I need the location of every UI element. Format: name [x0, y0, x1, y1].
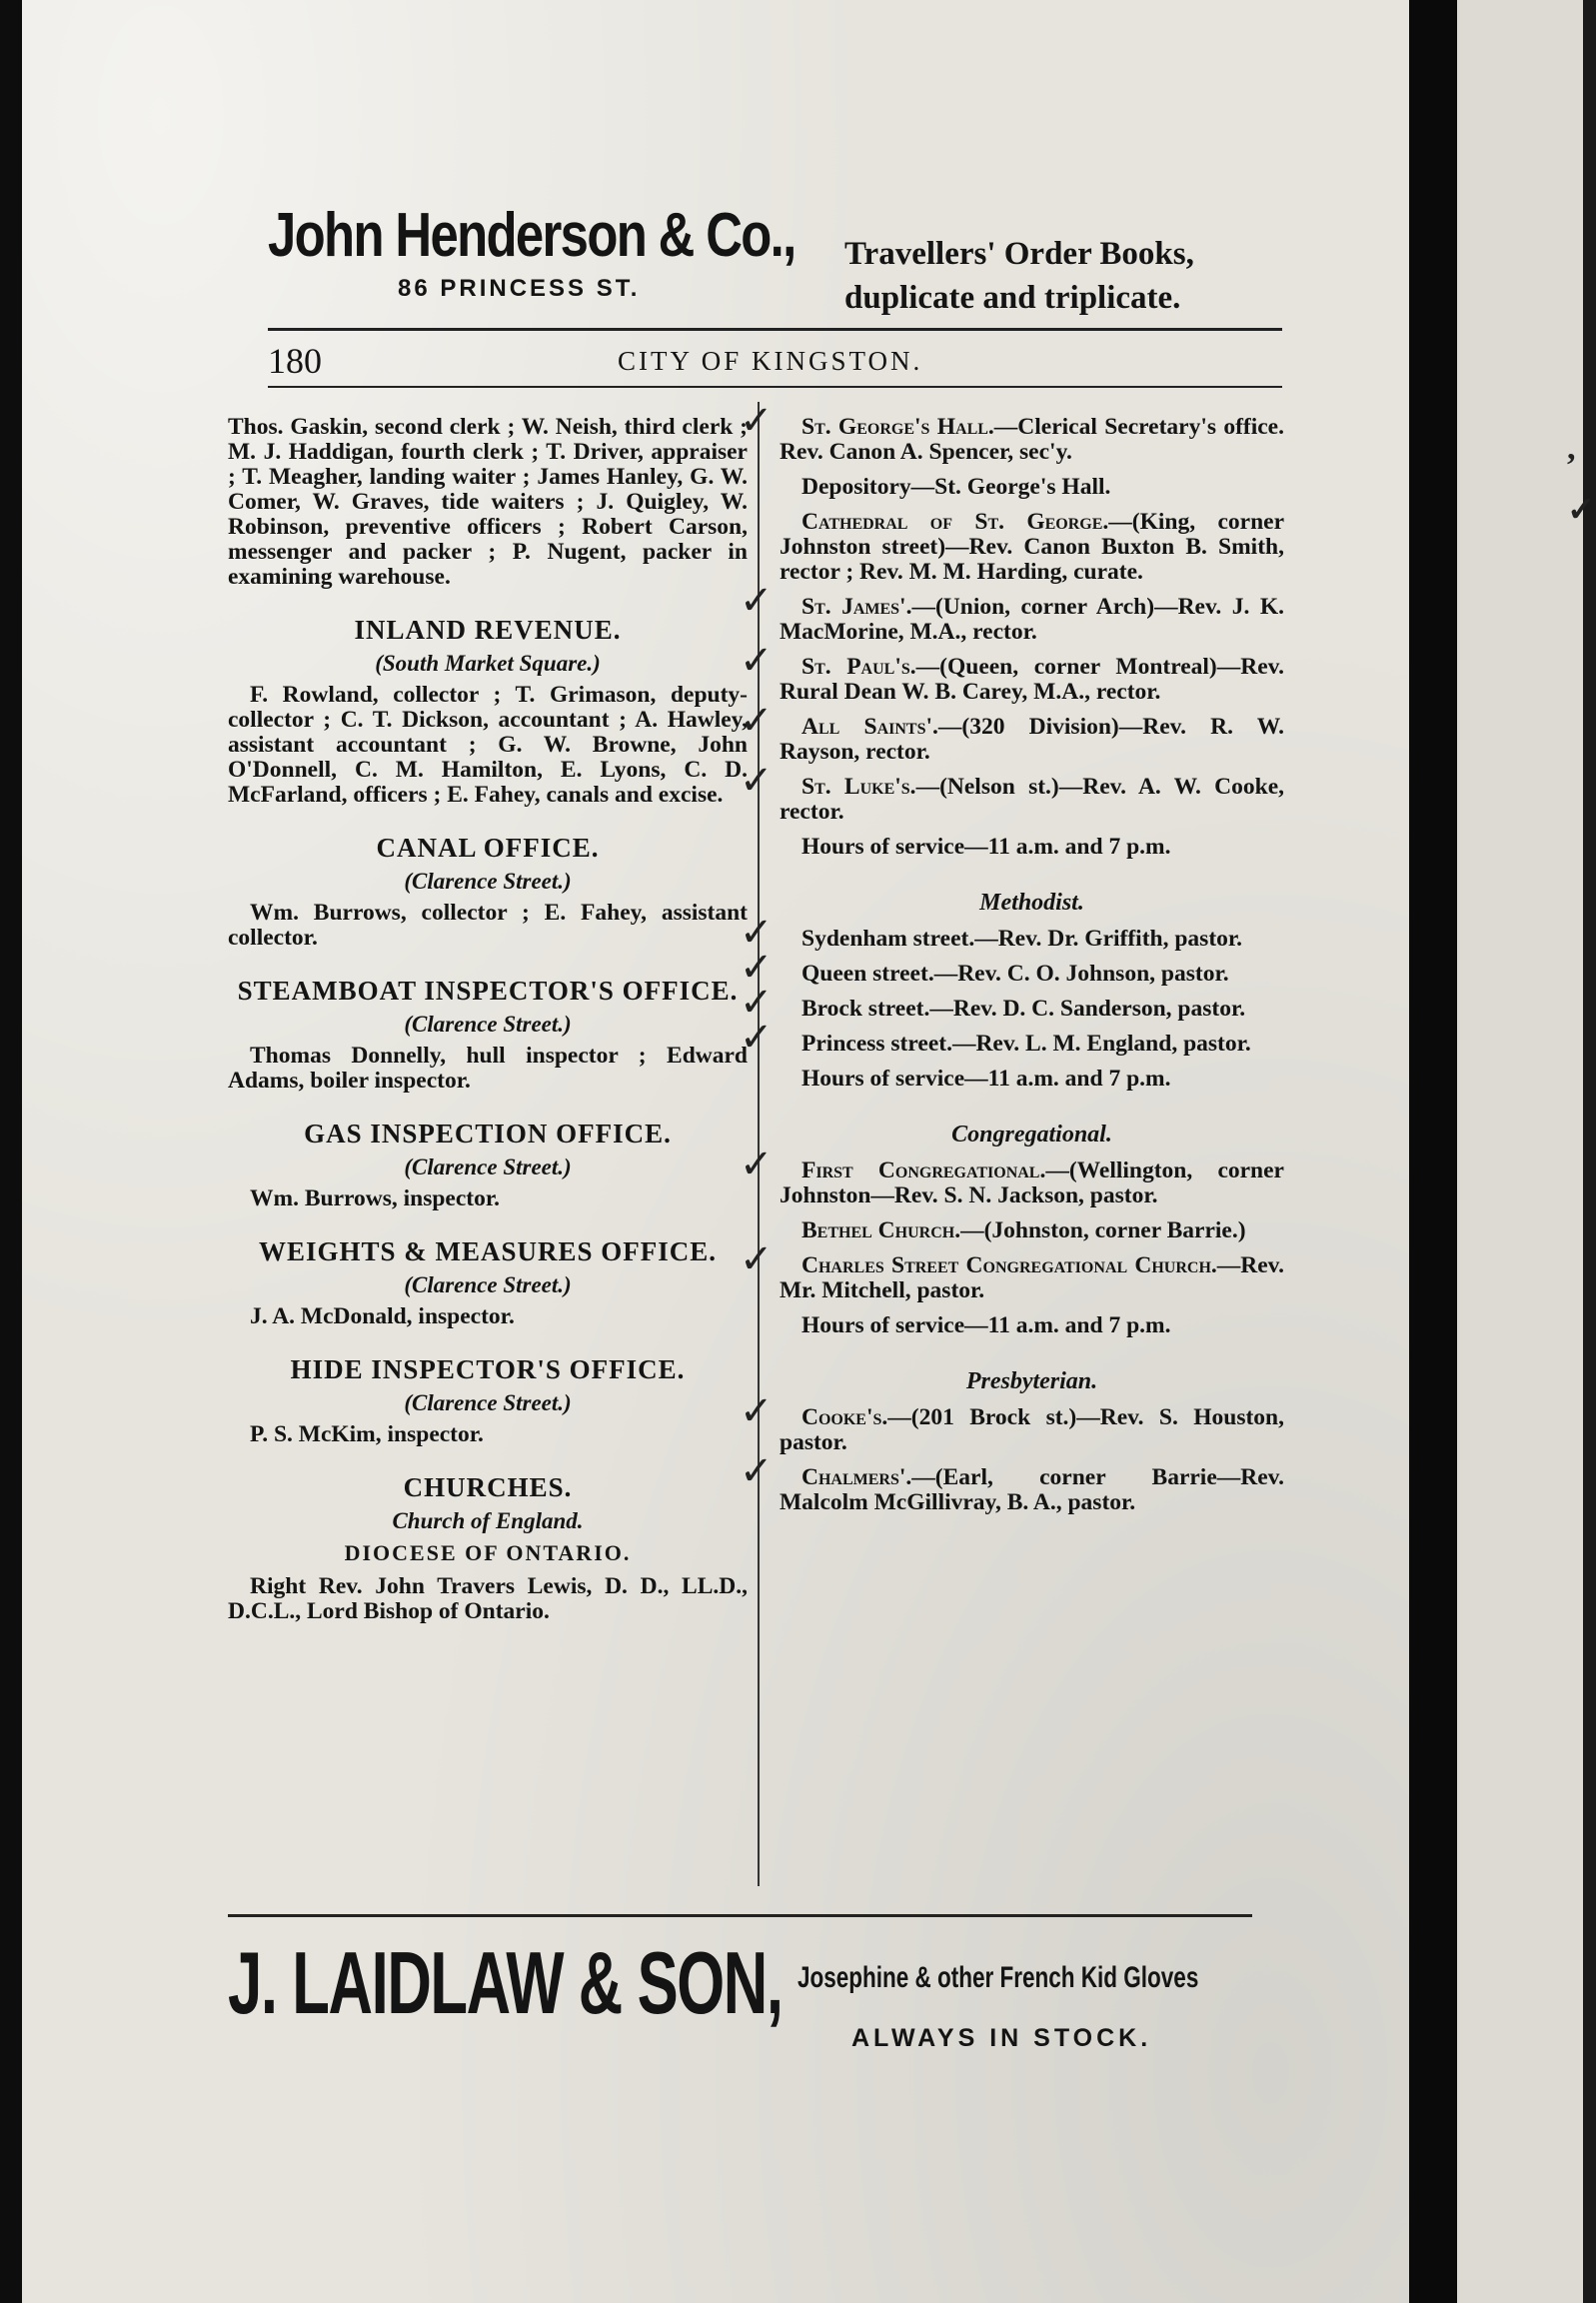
canal-office-location: (Clarence Street.) — [404, 869, 572, 894]
page-number: 180 — [268, 341, 322, 381]
weights-location: (Clarence Street.) — [404, 1272, 572, 1297]
gas-location: (Clarence Street.) — [404, 1154, 572, 1179]
footer-ad-line1: Josephine & other French Kid Gloves — [798, 1961, 1199, 1994]
church-entry: ✓ St. Luke's.—(Nelson st.)—Rev. A. W. Cooke, rector. — [740, 758, 1285, 825]
check-mark-icon: ✓ — [740, 1015, 774, 1061]
gas-heading: GAS INSPECTION OFFICE. — [304, 1119, 672, 1149]
church-entry: ✓ Chalmers'.—(Earl, corner Barrie—Rev. Malcolm McGillivray, B. A., pastor. — [740, 1448, 1284, 1515]
scan-gutter — [1409, 0, 1457, 2303]
right-column — [740, 398, 1285, 1525]
footer-rule — [228, 1914, 1252, 1917]
church-entry: ✓ Charles Street Congregational Church.—Rev. Mr. Mitchell, pastor. — [740, 1236, 1284, 1303]
service-hours: Hours of service—11 a.m. and 7 p.m. — [801, 834, 1171, 860]
canal-office-text: Wm. Burrows, collector ; E. Fahey, assistant collector. — [228, 900, 748, 951]
check-mark-icon: ✓ — [740, 1236, 774, 1282]
hide-text: P. S. McKim, inspector. — [250, 1421, 484, 1447]
methodist-heading: Methodist. — [979, 890, 1084, 916]
running-title: CITY OF KINGSTON. — [618, 346, 923, 376]
church-entry: ✓ St. James'.—(Union, corner Arch)—Rev. J. K. MacMorine, M.A., rector. — [740, 578, 1284, 645]
diocese-heading: DIOCESE OF ONTARIO. — [344, 1540, 632, 1565]
steamboat-location: (Clarence Street.) — [404, 1012, 572, 1037]
customs-staff-text: Thos. Gaskin, second clerk ; W. Neish, third clerk ; M. J. Haddigan, fourth clerk ; T. Driver, appraiser ; T. Meagher, landing waiter ; James Hanley, G. W. Comer, W. Graves, tide waiters ; J. Quigley, W. Robinson, preventive officers ; Robert Carson, messenger and packer ; P. Nugent, packer in examining warehouse. — [228, 414, 748, 590]
gas-text: Wm. Burrows, inspector. — [250, 1185, 501, 1211]
check-mark-icon: ✓ — [740, 980, 774, 1026]
church-entry: Cathedral of St. George.—(King, corner Johnston street)—Rev. Canon Buxton B. Smith, rector ; Rev. M. M. Harding, curate. — [780, 509, 1284, 585]
church-entry: ✓ Princess street.—Rev. L. M. England, pastor. — [740, 1015, 1251, 1061]
adjacent-page-edge — [1457, 0, 1583, 2303]
check-mark-icon: ✓ — [740, 638, 774, 684]
church-entry: Bethel Church.—(Johnston, corner Barrie.) — [801, 1217, 1246, 1243]
church-of-england-heading: Church of England. — [392, 1508, 584, 1533]
church-entry: ✓ Sydenham street.—Rev. Dr. Griffith, pastor. — [740, 910, 1243, 956]
header-ad-line2: duplicate and triplicate. — [844, 280, 1181, 316]
presbyterian-heading: Presbyterian. — [965, 1368, 1098, 1394]
church-entry: Depository—St. George's Hall. — [801, 474, 1111, 500]
bishop-text: Right Rev. John Travers Lewis, D. D., LL.D., D.C.L., Lord Bishop of Ontario. — [228, 1573, 748, 1624]
church-entry: ✓ St. George's Hall.—Clerical Secretary's office. Rev. Canon A. Spencer, sec'y. — [740, 398, 1284, 465]
left-column — [228, 415, 748, 1624]
service-hours: Hours of service—11 a.m. and 7 p.m. — [801, 1312, 1171, 1338]
church-entry: ✓ All Saints'.—(320 Division)—Rev. R. W. Rayson, rector. — [740, 698, 1284, 765]
footer-firm-name: J. LAIDLAW & SON, — [228, 1933, 783, 2032]
header-ad-right — [844, 232, 1284, 320]
check-mark-icon: ✓ — [740, 398, 774, 444]
churches-heading: CHURCHES. — [403, 1472, 573, 1502]
weights-text: J. A. McDonald, inspector. — [250, 1303, 515, 1329]
footer-ad-line2: ALWAYS IN STOCK. — [851, 2024, 1152, 2052]
steamboat-text: Thomas Donnelly, hull inspector ; Edward Adams, boiler inspector. — [228, 1043, 748, 1094]
running-head — [268, 340, 1282, 380]
check-mark-icon: ✓ — [740, 578, 774, 624]
check-mark-icon: ✓ — [740, 945, 774, 991]
header-ad-left — [268, 201, 827, 303]
firm-name: John Henderson & Co., — [268, 201, 796, 270]
check-mark-icon: ✓ — [740, 758, 774, 804]
hide-heading: HIDE INSPECTOR'S OFFICE. — [290, 1354, 686, 1384]
scan-border-left — [0, 0, 22, 2303]
header-ad-line1: Travellers' Order Books, — [844, 236, 1194, 272]
inland-revenue-text: F. Rowland, collector ; T. Grimason, deputy-collector ; C. T. Dickson, accountant ; A. Hawley, assistant accountant ; G. W. Browne, John O'Donnell, C. M. Hamilton, E. Lyons, C. D. McFarland, officers ; E. Fahey, canals and excise. — [228, 682, 748, 808]
inland-revenue-heading: INLAND REVENUE. — [354, 615, 622, 645]
church-entry: ✓ Cooke's.—(201 Brock st.)—Rev. S. Houston, pastor. — [740, 1388, 1284, 1455]
running-head-rule — [268, 386, 1282, 388]
church-entry: ✓ First Congregational.—(Wellington, corner Johnston—Rev. S. N. Jackson, pastor. — [740, 1142, 1284, 1208]
canal-office-heading: CANAL OFFICE. — [376, 833, 600, 863]
church-entry: ✓ Queen street.—Rev. C. O. Johnson, pastor. — [740, 945, 1229, 991]
header-rule — [268, 328, 1282, 331]
check-mark-icon: ✓ — [740, 1448, 774, 1494]
weights-heading: WEIGHTS & MEASURES OFFICE. — [258, 1236, 718, 1266]
inland-revenue-location: (South Market Square.) — [375, 651, 601, 676]
congregational-heading: Congregational. — [951, 1122, 1112, 1148]
check-mark-icon: ✓ — [740, 698, 774, 744]
firm-address: 86 PRINCESS ST. — [398, 275, 641, 302]
church-entry: ✓ Brock street.—Rev. D. C. Sanderson, pastor. — [740, 980, 1246, 1026]
check-mark-icon: ✓ — [740, 1142, 774, 1187]
adjacent-page-mark-icon: , — [1567, 430, 1576, 467]
steamboat-heading: STEAMBOAT INSPECTOR'S OFFICE. — [237, 976, 739, 1006]
church-entry: ✓ St. Paul's.—(Queen, corner Montreal)—Rev. Rural Dean W. B. Carey, M.A., rector. — [740, 638, 1284, 705]
service-hours: Hours of service—11 a.m. and 7 p.m. — [801, 1066, 1171, 1092]
hide-location: (Clarence Street.) — [404, 1390, 572, 1415]
check-mark-icon: ✓ — [740, 910, 774, 956]
check-mark-icon: ✓ — [740, 1388, 774, 1434]
adjacent-page-mark-icon: ✓ — [1567, 492, 1596, 529]
